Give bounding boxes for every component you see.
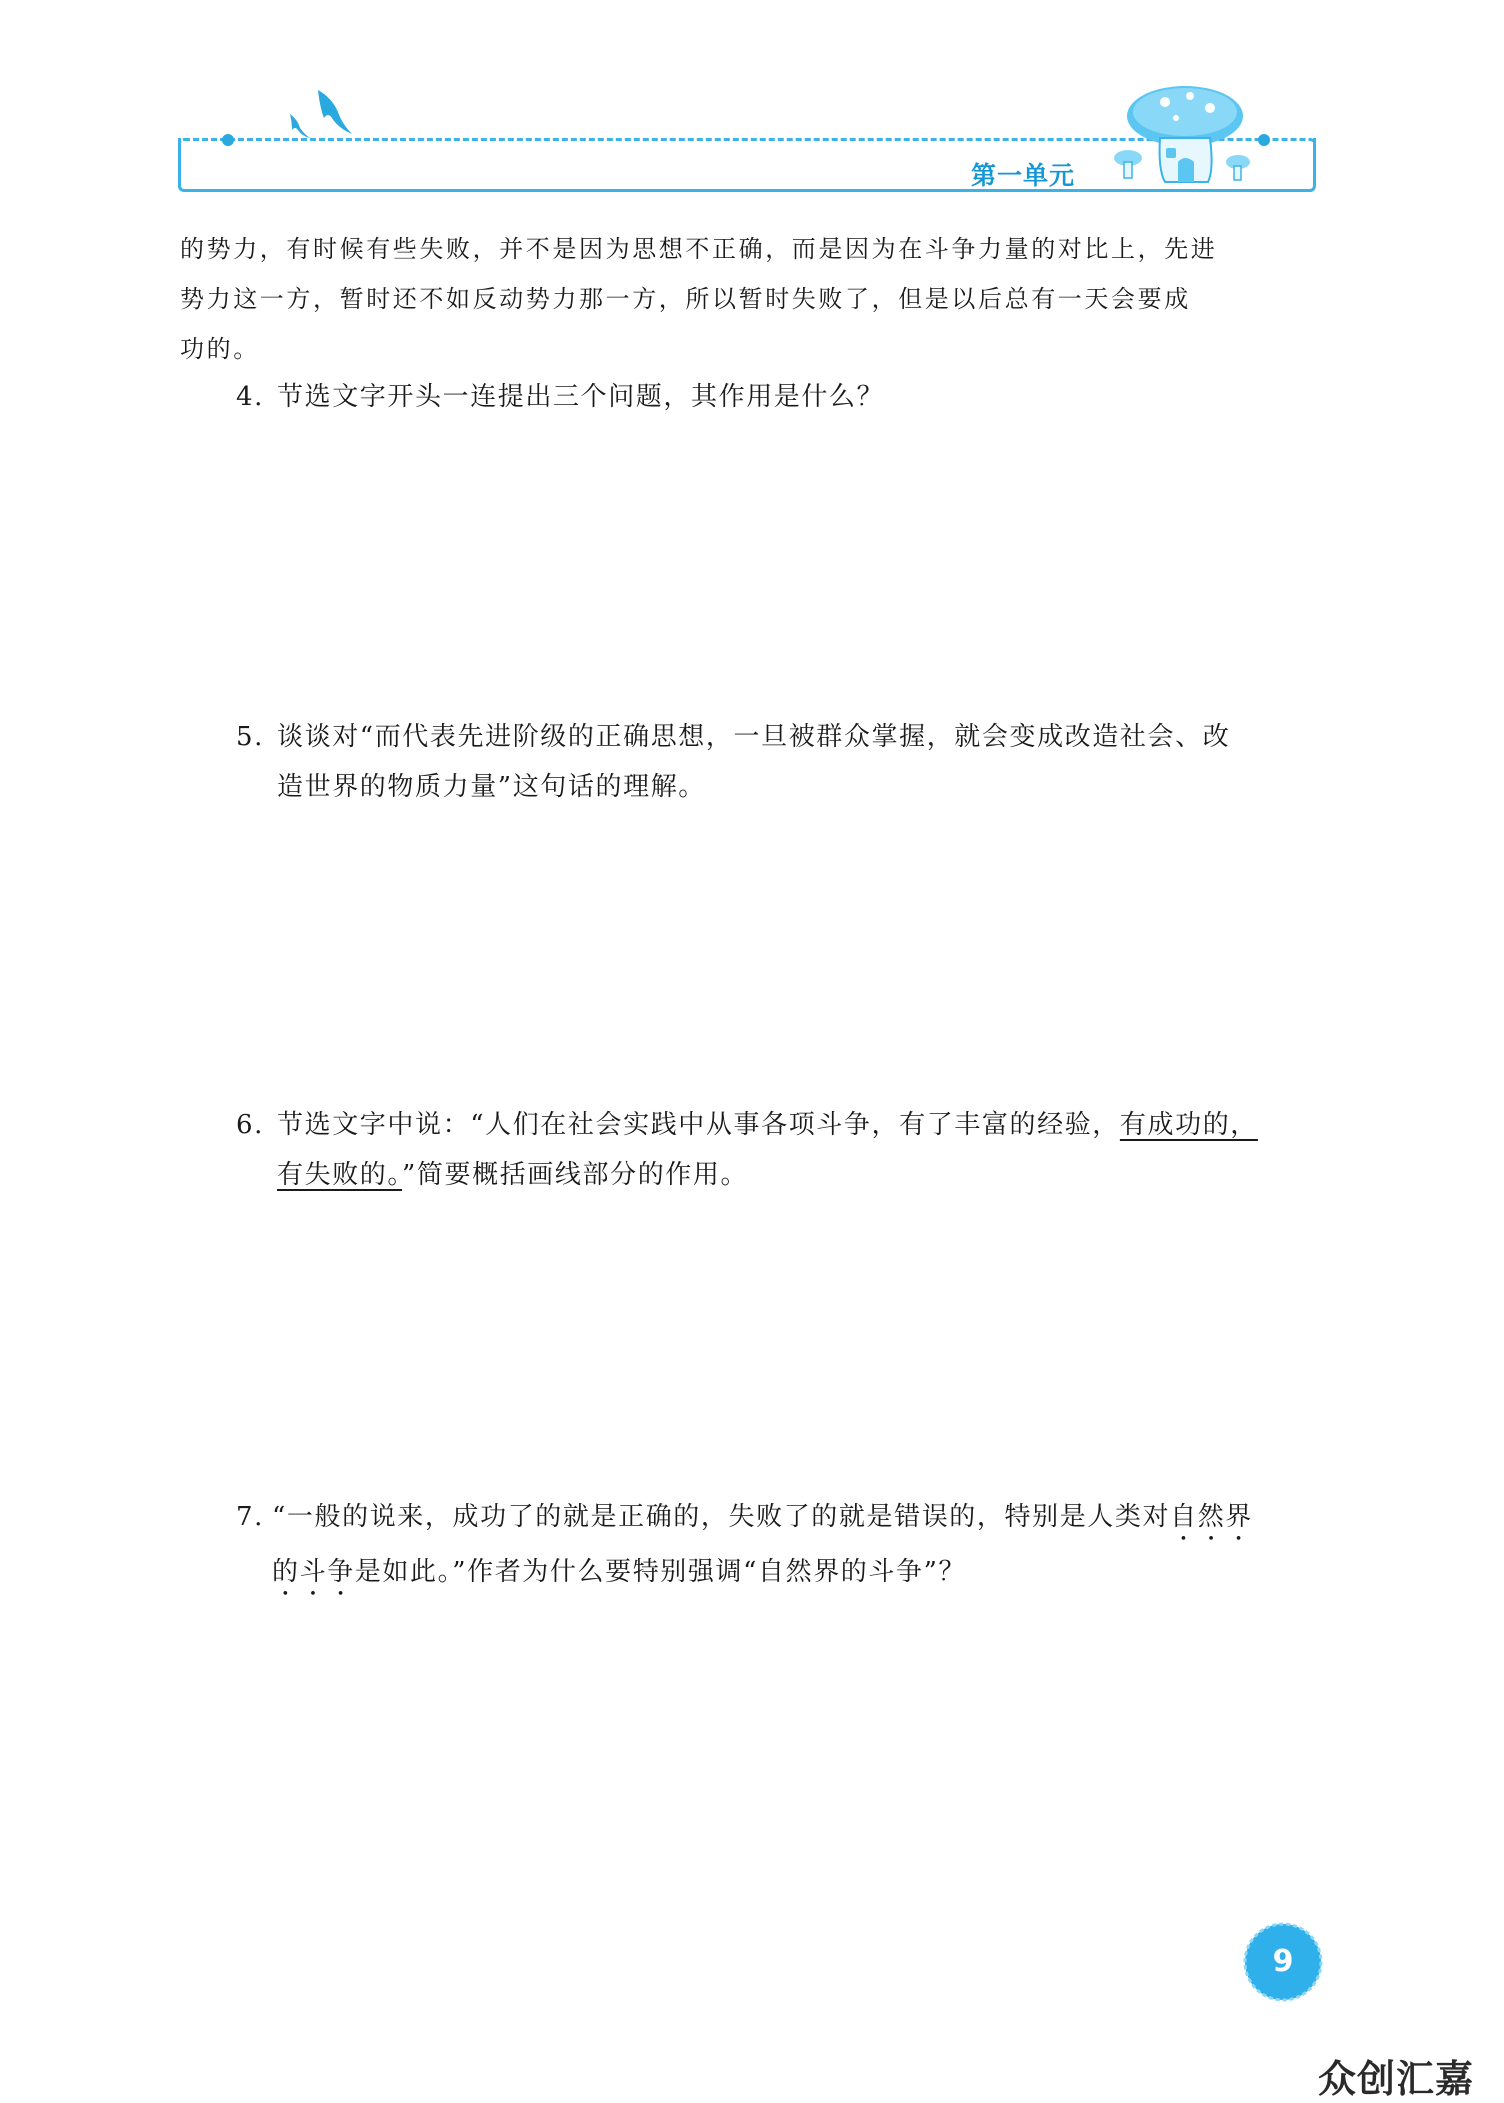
passage [180, 224, 1320, 374]
passage-line: 势力这一方，暂时还不如反动势力那一方，所以暂时失败了，但是以后总有一天会要成 [180, 285, 1191, 313]
question-number: 4. [236, 382, 265, 412]
question-5 [237, 712, 1322, 812]
watermark: 众创汇嘉 [1318, 2057, 1475, 2101]
question-text: 谈谈对“而代表先进阶级的正确思想，一旦被群众掌握，就会变成改造社会、改 [277, 722, 1231, 752]
page-number: 9 [1272, 1944, 1294, 1979]
mushroom-house-icon [1110, 78, 1260, 188]
question-number: 7. [236, 1502, 265, 1532]
passage-line: 功的。 [180, 335, 260, 363]
emphasized-phrase: 的斗争 [272, 1557, 355, 1587]
underlined-phrase: 有成功的， [1119, 1110, 1258, 1140]
question-text: 节选文字开头一连提出三个问题，其作用是什么？ [277, 382, 885, 412]
question-6 [237, 1100, 1322, 1200]
question-text: “一般的说来，成功了的就是正确的，失败了的就是错误的，特别是人类对 [272, 1502, 1171, 1532]
unit-title: 第一单元 [970, 161, 1075, 190]
passage-line: 的势力，有时候有些失败，并不是因为思想不正确，而是因为在斗争力量的对比上，先进 [180, 235, 1218, 263]
frame-dot-left [222, 134, 234, 146]
emphasized-phrase: 自然界 [1170, 1502, 1253, 1532]
question-text: 是如此。”作者为什么要特别强调“自然界的斗争”？ [354, 1557, 967, 1587]
page-number-badge [1243, 1922, 1323, 2002]
question-4 [237, 372, 1322, 422]
question-number: 5. [236, 722, 265, 752]
question-text: 节选文字中说：“人们在社会实践中从事各项斗争，有了丰富的经验， [277, 1110, 1120, 1140]
question-number: 6. [236, 1110, 265, 1140]
unit-header [170, 78, 1320, 208]
question-7 [237, 1492, 1322, 1602]
question-text: 造世界的物质力量”这句话的理解。 [277, 772, 706, 802]
question-text: ”简要概括画线部分的作用。 [402, 1160, 749, 1190]
underlined-phrase: 有失败的。 [277, 1160, 403, 1190]
